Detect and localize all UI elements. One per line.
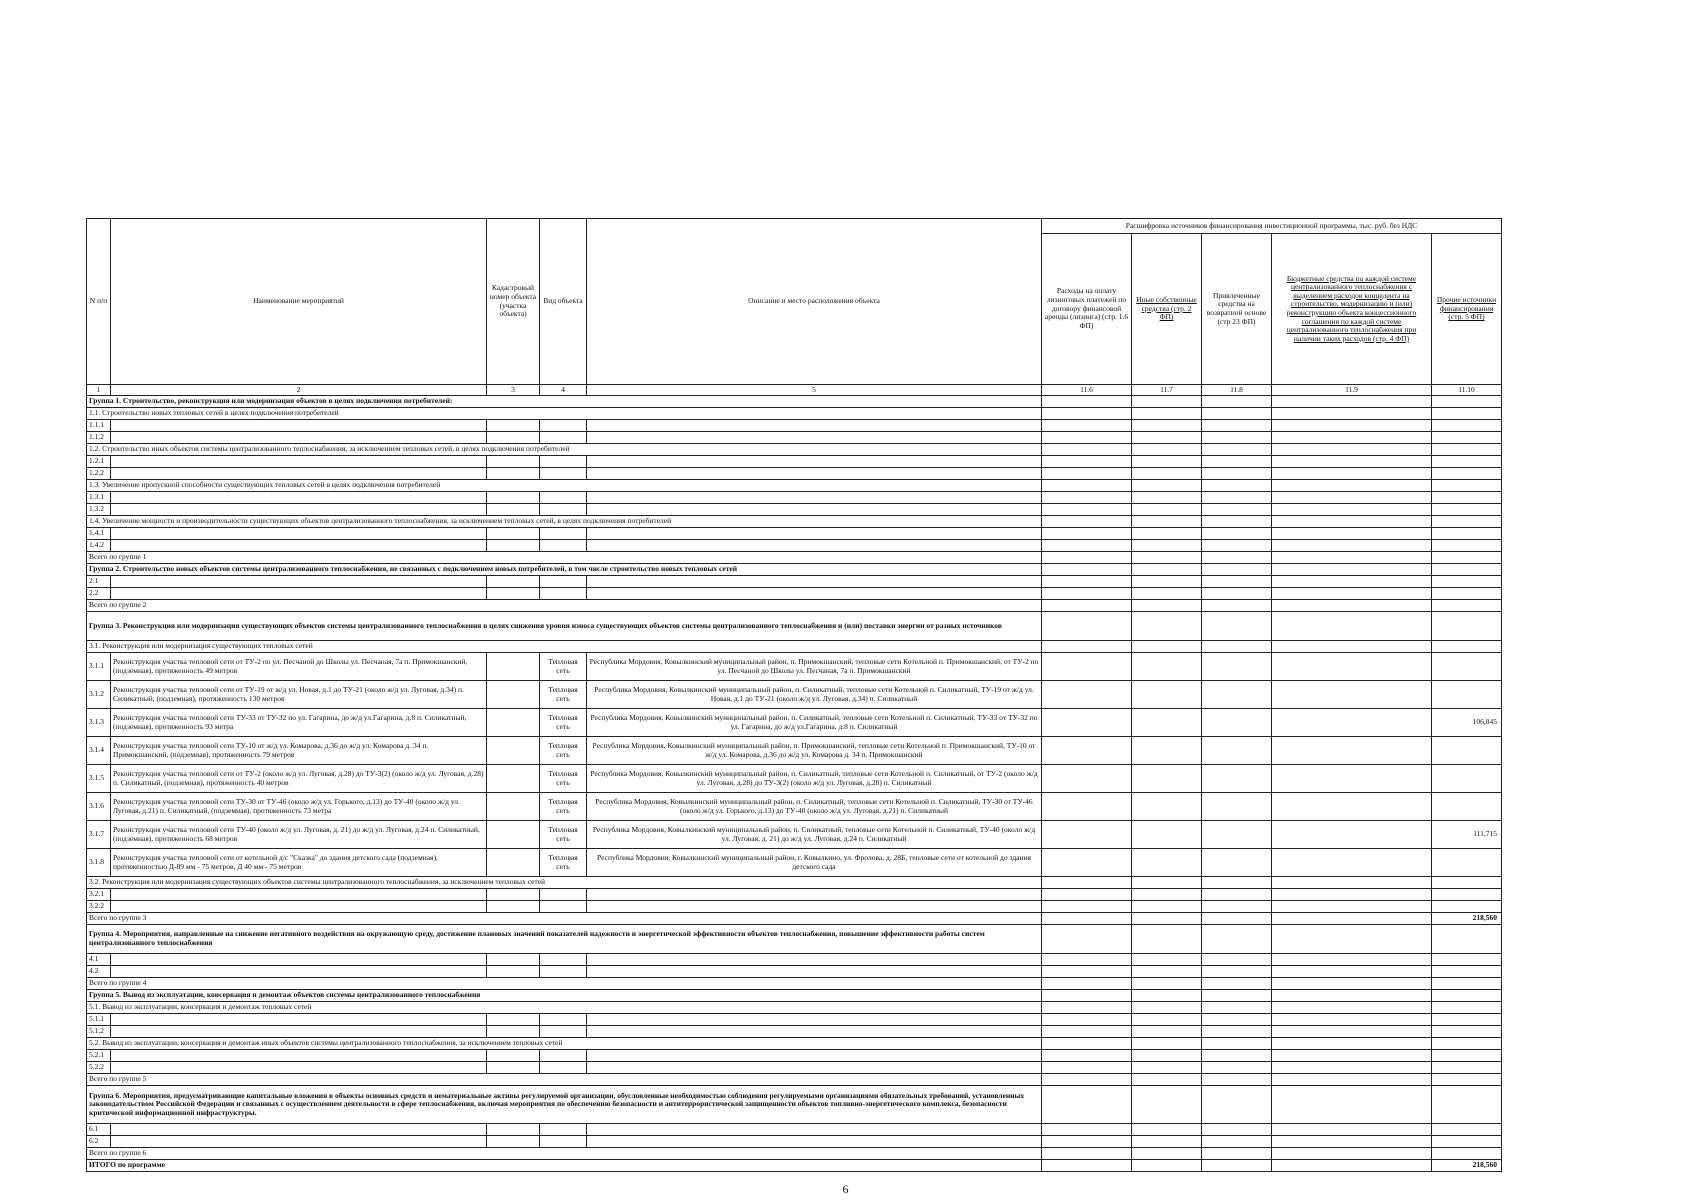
col-number: 11.10	[1432, 385, 1502, 396]
row-index: 5.2.2	[87, 1062, 111, 1074]
item-number: 3.1.2	[87, 681, 111, 709]
table-row	[87, 849, 1502, 877]
item-cadastre	[487, 849, 540, 877]
row-index: 5.1.2	[87, 1026, 111, 1038]
row-index: 1.2.1	[87, 456, 111, 468]
col-number: 11.7	[1132, 385, 1202, 396]
group-6-title: Группа 6. Мероприятия, предусматривающие капитальные вложения в объекты основных средств и нематериальные активы регулируемой организации, обусловленные необходимостью соблюдения регулируемыми организациями обязательных требований, установленных законодательством Российской Федерации и связанных с осуществлением деятельности в сфере теплоснабжения, включая мероприятия по обеспечению безопасности и антитеррористической защищенности объектов топливно-энергетического комплекса, безопасности критической информационной инфраструктуры.	[87, 1086, 1042, 1124]
item-description: Республика Мордовия, Ковылкинский муниципальный район, п. Силикатный, тепловые сети Котельной п. Силикатный, ТУ-40 (около ж/д ул. Луговая, д. 21) до ж/д ул. Луговая, д.24 п. Силикатный	[587, 821, 1042, 849]
group-1-total: Всего по группе 1	[87, 552, 1042, 564]
item-other-sources	[1432, 737, 1502, 765]
row-index: 4.1	[87, 954, 111, 966]
item-name: Реконструкция участка тепловой сети ТУ-10 от ж/д ул. Комарова, д.36 до ж/д ул. Комарова д. 34 п. Примокшанский, (подземная), протяженность 79 метров	[111, 737, 487, 765]
header-borrowed-funds: Привлеченные средства на возвратной основе (стр 23 ФП)	[1202, 234, 1272, 385]
group-4-total: Всего по группе 4	[87, 978, 1042, 990]
table-row	[87, 737, 1502, 765]
program-total-value: 218,560	[1432, 1160, 1502, 1172]
header-kind: Вид объекта	[540, 219, 587, 385]
row-index: 2.2	[87, 588, 111, 600]
subgroup-title: 1.2. Строительство иных объектов системы централизованного теплоснабжения, за исключением тепловых сетей, в целях подключения потребителей	[87, 444, 1042, 456]
item-other-sources	[1432, 653, 1502, 681]
item-cadastre	[487, 737, 540, 765]
item-description: Республика Мордовия, Ковылкинский муниципальный район, п. Силикатный, тепловые сети Котельной п. Силикатный, от ТУ-2 (около ж/д ул. Луговая, д.28) до ТУ-3(2) (около ж/д ул. Луговая, д.28) п. Силикатный	[587, 765, 1042, 793]
header-description: Описание и место расположения объекта	[587, 219, 1042, 385]
group-2-title: Группа 2. Строительство новых объектов системы централизованного теплоснабжения, не связанных с подключением новых потребителей, в том числе строительство новых тепловых сетей	[87, 564, 1042, 576]
row-index: 1.3.2	[87, 504, 111, 516]
table-row	[87, 709, 1502, 737]
item-name: Реконструкция участка тепловой сети от котельной д/с "Сказка" до здания детского сада (подземная), протяженностью Д-89 мм - 75 метров, Д 40 мм - 75 метров	[111, 849, 487, 877]
group-3-title: Группа 3. Реконструкция или модернизация существующих объектов системы централизованного теплоснабжения в целях снижения уровня износа существующих объектов системы централизованного теплоснабжения и (или) поставки энергии от разных источников	[87, 612, 1042, 641]
item-name: Реконструкция участка тепловой сети от ТУ-2 по ул. Песчаной до Школы ул. Песчаная, 7а п. Примокшанский, (подземная), протяженность 49 метров	[111, 653, 487, 681]
item-cadastre	[487, 681, 540, 709]
program-total: ИТОГО по программе	[87, 1160, 1042, 1172]
item-kind: Тепловая сеть	[540, 709, 587, 737]
item-kind: Тепловая сеть	[540, 821, 587, 849]
item-cadastre	[487, 709, 540, 737]
row-index: 1.4.2	[87, 540, 111, 552]
header-cadastre: Кадастровый номер объекта (участка объекта)	[487, 219, 540, 385]
col-number: 11.9	[1272, 385, 1432, 396]
subgroup-title: 3.1. Реконструкция или модернизация существующих тепловых сетей	[87, 641, 1042, 653]
item-kind: Тепловая сеть	[540, 737, 587, 765]
col-number: 4	[540, 385, 587, 396]
header-budget-funds: Бюджетные средства по каждой системе централизованного теплоснабжения с выделением расходов концедента на строительство, модернизацию и (или) реконструкцию объекта концессионного соглашения по каждой системе централизованного теплоснабжения при наличии таких расходов (стр. 4 ФП)	[1272, 234, 1432, 385]
group-1-title: Группа 1. Строительство, реконструкция или модернизация объектов в целях подключения потребителей:	[87, 396, 1042, 408]
item-other-sources: 106,845	[1432, 709, 1502, 737]
table-row	[87, 653, 1502, 681]
row-index: 2.1	[87, 576, 111, 588]
item-other-sources	[1432, 793, 1502, 821]
row-index: 5.1.1	[87, 1014, 111, 1026]
item-number: 3.1.1	[87, 653, 111, 681]
row-index: 1.1.1	[87, 420, 111, 432]
group-3-total-value: 218,560	[1432, 913, 1502, 925]
header-n: N п/п	[87, 219, 111, 385]
subgroup-title: 5.1. Вывод из эксплуатации, консервация и демонтаж тепловых сетей	[87, 1002, 1042, 1014]
group-5-total: Всего по группе 5	[87, 1074, 1042, 1086]
item-kind: Тепловая сеть	[540, 765, 587, 793]
subgroup-title: 5.2. Вывод из эксплуатации, консервация и демонтаж иных объектов системы централизованного теплоснабжения, за исключением тепловых сетей	[87, 1038, 1042, 1050]
item-name: Реконструкция участка тепловой сети ТУ-40 (около ж/д ул. Луговая, д. 21) до ж/д ул. Луговая, д.24 п. Силикатный, (подземная), протяженность 68 метров	[111, 821, 487, 849]
row-index: 3.2.1	[87, 889, 111, 901]
item-cadastre	[487, 653, 540, 681]
item-description: Республика Мордовия, Ковылкинский муниципальный район, п. Примокшанский, тепловые сети Котельной п. Примокшанский, от ТУ-2 по ул. Песчаной до Школы ул. Песчаная, 7а п. Примокшанский	[587, 653, 1042, 681]
subgroup-title: 1.3. Увеличение пропускной способности существующих тепловых сетей в целях подключения потребителей	[87, 480, 1042, 492]
item-name: Реконструкция участка тепловой сети ТУ-30 от ТУ-46 (около ж/д ул. Горького, д.13) до ТУ-40 (около ж/д ул. Луговая, д.21) п. Силикатный, (подземная), протяженность 73 метра	[111, 793, 487, 821]
group-3-total: Всего по группе 3	[87, 913, 1042, 925]
item-name: Реконструкция участка тепловой сети от ТУ-19 от ж/д ул. Новая, д.1 до ТУ-21 (около ж/д ул. Луговая, д.34) п. Силикатный, (подземная), протяженность 130 метров	[111, 681, 487, 709]
col-number: 2	[111, 385, 487, 396]
group-4-title: Группа 4. Мероприятия, направленные на снижение негативного воздействия на окружающую среду, достижение плановых значений показателей надежности и энергетической эффективности объектов теплоснабжения, повышение эффективности работы систем централизованного теплоснабжения	[87, 925, 1042, 954]
table-row	[87, 821, 1502, 849]
table-row	[87, 681, 1502, 709]
item-description: Республика Мордовия, Ковылкинский муниципальный район, п. Силикатный, тепловые сети Котельной п. Силикатный, ТУ-33 от ТУ-32 по ул. Гагарина, до ж/д ул.Гагарина, д.8 п. Силикатный	[587, 709, 1042, 737]
row-index: 1.2.2	[87, 468, 111, 480]
header-name: Наименование мероприятий	[111, 219, 487, 385]
header-other-sources: Прочие источники финансирования (стр. 5 ФП)	[1432, 234, 1502, 385]
item-kind: Тепловая сеть	[540, 653, 587, 681]
item-number: 3.1.4	[87, 737, 111, 765]
item-kind: Тепловая сеть	[540, 681, 587, 709]
row-index: 1.4.1	[87, 528, 111, 540]
subgroup-title: 3.2. Реконструкция или модернизация существующих объектов системы централизованного теплоснабжения, за исключением тепловых сетей	[87, 877, 1042, 889]
header-own-funds: Иные собственные средства (стр. 2 ФП)	[1132, 234, 1202, 385]
item-other-sources	[1432, 681, 1502, 709]
item-number: 3.1.8	[87, 849, 111, 877]
item-number: 3.1.3	[87, 709, 111, 737]
row-index: 6.2	[87, 1136, 111, 1148]
group-6-total: Всего по группе 6	[87, 1148, 1042, 1160]
investment-program-table-sheet	[86, 218, 1501, 1172]
item-cadastre	[487, 765, 540, 793]
item-description: Республика Мордовия, Ковылкинский муниципальный район, п. Примокшанский, тепловые сети Котельной п. Примокшанский, ТУ-10 от ж/д ул. Комарова, д.36 до ж/д ул. Комарова д. 34 п. Примокшанский	[587, 737, 1042, 765]
group-2-total: Всего по группе 2	[87, 600, 1042, 612]
row-index: 1.3.1	[87, 492, 111, 504]
col-number: 3	[487, 385, 540, 396]
row-index: 6.1	[87, 1124, 111, 1136]
item-cadastre	[487, 821, 540, 849]
col-number: 11.8	[1202, 385, 1272, 396]
item-kind: Тепловая сеть	[540, 849, 587, 877]
item-other-sources	[1432, 849, 1502, 877]
row-index: 3.2.2	[87, 901, 111, 913]
item-number: 3.1.6	[87, 793, 111, 821]
header-leasing: Расходы на оплату лизинговых платежей по договору финансовой аренды (лизинга) (стр. 1.6 ФП)	[1042, 234, 1132, 385]
col-number: 11.6	[1042, 385, 1132, 396]
item-description: Республика Мордовия, Ковылкинский муниципальный район, п. Силикатный, тепловые сети Котельной п. Силикатный, ТУ-30 от ТУ-46 (около ж/д ул. Горького, д.13) до ТУ-40 (около ж/д ул. Луговая, д.21) п. Силикатный	[587, 793, 1042, 821]
row-index: 5.2.1	[87, 1050, 111, 1062]
col-number: 5	[587, 385, 1042, 396]
subgroup-title: 1.1. Строительство новых тепловых сетей в целях подключения потребителей	[87, 408, 1042, 420]
item-name: Реконструкция участка тепловой сети от ТУ-2 (около ж/д ул. Луговая, д.28) до ТУ-3(2) (около ж/д ул. Луговая, д.28) п. Силикатный, (подземная), протяженность 40 метров	[111, 765, 487, 793]
header-financing-split: Расшифровка источников финансирования инвестиционной программы, тыс. руб. без НДС	[1042, 219, 1502, 234]
row-index: 4.2	[87, 966, 111, 978]
subgroup-title: 1.4. Увеличение мощности и производительности существующих объектов централизованного теплоснабжения, за исключением тепловых сетей, в целях подключения потребителей	[87, 516, 1042, 528]
item-other-sources	[1432, 765, 1502, 793]
item-number: 3.1.7	[87, 821, 111, 849]
item-number: 3.1.5	[87, 765, 111, 793]
item-description: Республика Мордовия, Ковылкинский муниципальный район, п. Силикатный, тепловые сети Котельной п. Силикатный, ТУ-19 от ж/д ул. Новая, д.1 до ТУ-21 (около ж/д ул. Луговая, д.34) п. Силикатный	[587, 681, 1042, 709]
table-row	[87, 765, 1502, 793]
item-cadastre	[487, 793, 540, 821]
item-name: Реконструкция участка тепловой сети ТУ-33 от ТУ-32 по ул. Гагарина, до ж/д ул.Гагарина, д.8 п. Силикатный, (подземная), протяженность 93 метра	[111, 709, 487, 737]
table-row	[87, 793, 1502, 821]
col-number: 1	[87, 385, 111, 396]
financing-table	[86, 218, 1502, 1172]
group-5-title: Группа 5. Вывод из эксплуатации, консервация и демонтаж объектов системы централизованного теплоснабжения	[87, 990, 1042, 1002]
page-number: 6	[842, 1182, 849, 1196]
item-other-sources: 111,715	[1432, 821, 1502, 849]
row-index: 1.1.2	[87, 432, 111, 444]
item-kind: Тепловая сеть	[540, 793, 587, 821]
item-description: Республика Мордовия, Ковылкинский муниципальный район, г. Ковылкино, ул. Фролова, д. 28Б, тепловые сети от котельной до здания детского сада	[587, 849, 1042, 877]
